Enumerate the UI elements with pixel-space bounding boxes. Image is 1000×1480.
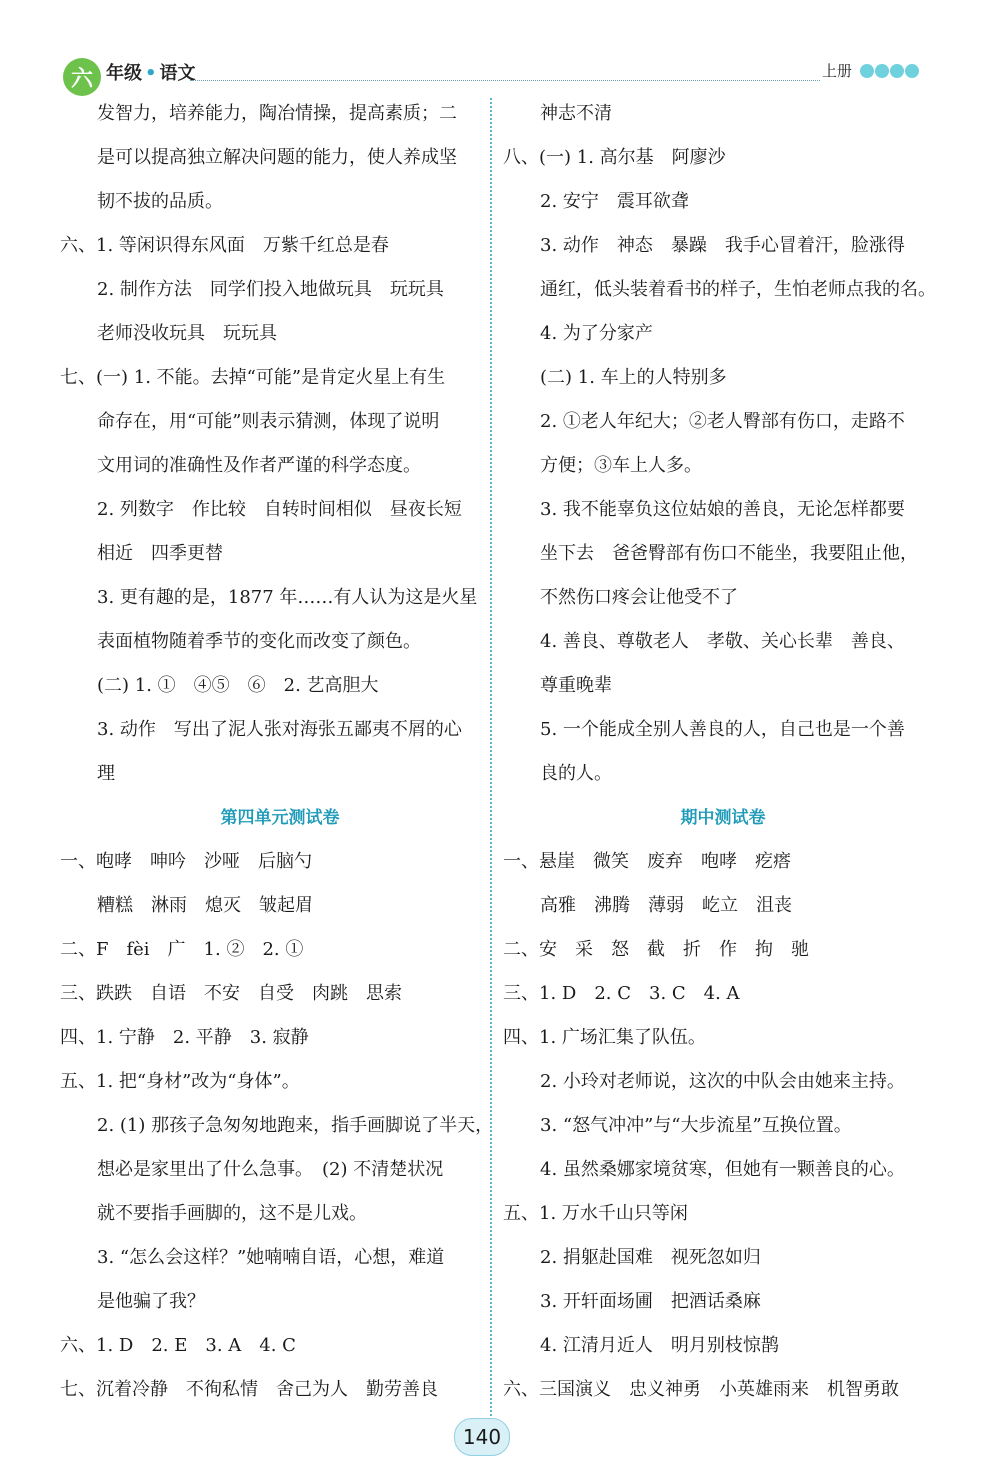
answer-line: 四、1. 宁静 2. 平静 3. 寂静 bbox=[60, 1027, 309, 1048]
answer-line: 发智力，培养能力，陶冶情操，提高素质；二 bbox=[97, 103, 457, 124]
answer-line: 五、1. 把“身材”改为“身体”。 bbox=[60, 1071, 300, 1092]
answer-line: 韧不拔的品质。 bbox=[97, 191, 223, 212]
right-column bbox=[503, 92, 943, 1412]
answer-line: 通红，低头装着看书的样子，生怕老师点我的名。 bbox=[540, 279, 936, 300]
grade-badge: 六 bbox=[63, 58, 101, 96]
answer-line: 七、沉着冷静 不徇私情 舍己为人 勤劳善良 bbox=[60, 1379, 438, 1400]
section-title: 第四单元测试卷 bbox=[220, 808, 340, 828]
answer-line: 四、1. 广场汇集了队伍。 bbox=[503, 1027, 706, 1048]
answer-line: 相近 四季更替 bbox=[97, 543, 223, 564]
answer-line: 2. 小玲对老师说，这次的中队会由她来主持。 bbox=[540, 1071, 905, 1092]
answer-line: 2. (1) 那孩子急匆匆地跑来，指手画脚说了半天， bbox=[97, 1115, 494, 1136]
answer-line: 三、1. D 2. C 3. C 4. A bbox=[503, 983, 740, 1004]
answer-line: 想必是家里出了什么急事。 (2) 不清楚状况 bbox=[97, 1159, 444, 1180]
answer-line: 3. “怎么会这样？”她喃喃自语，心想，难道 bbox=[97, 1247, 445, 1268]
answer-line: 二、安 采 怒 截 折 作 拘 驰 bbox=[503, 939, 809, 960]
answer-line: 3. 动作 写出了泥人张对海张五鄙夷不屑的心 bbox=[97, 719, 462, 740]
volume-label: 上册 bbox=[822, 62, 853, 80]
answer-line: 尊重晚辈 bbox=[540, 675, 612, 696]
answer-line: 三、跌跌 自语 不安 自受 肉跳 思索 bbox=[60, 983, 402, 1004]
answer-line: 4. 为了分家产 bbox=[540, 323, 653, 344]
answer-line: (二) 1. 车上的人特别多 bbox=[540, 367, 727, 388]
answer-line: 2. 安宁 震耳欲聋 bbox=[540, 191, 689, 212]
answer-line: 5. 一个能成全别人善良的人，自己也是一个善 bbox=[540, 719, 905, 740]
answer-line: 六、三国演义 忠义神勇 小英雄雨来 机智勇敢 bbox=[503, 1379, 899, 1400]
answer-line: 糟糕 淋雨 熄灭 皱起眉 bbox=[97, 895, 313, 916]
answer-line: 六、1. D 2. E 3. A 4. C bbox=[60, 1335, 296, 1356]
subject-label: 语文 bbox=[159, 63, 196, 84]
answer-line: 坐下去 爸爸臀部有伤口不能坐，我要阻止他， bbox=[540, 543, 918, 564]
answer-line: 神志不清 bbox=[540, 103, 612, 124]
section-title: 期中测试卷 bbox=[680, 808, 766, 828]
answer-line: 3. 更有趣的是，1877 年……有人认为这是火星 bbox=[97, 587, 478, 608]
answer-line: 六、1. 等闲识得东风面 万紫千红总是春 bbox=[60, 235, 389, 256]
volume-decoration bbox=[860, 64, 920, 78]
grade-label: 年级 bbox=[106, 63, 142, 84]
answer-line: 是他骗了我？ bbox=[97, 1291, 205, 1312]
answer-line: 命存在，用“可能”则表示猜测，体现了说明 bbox=[97, 411, 440, 432]
page-number: 140 bbox=[454, 1418, 510, 1456]
answer-line: 表面植物随着季节的变化而改变了颜色。 bbox=[97, 631, 421, 652]
answer-line: 高雅 沸腾 薄弱 屹立 沮丧 bbox=[540, 895, 792, 916]
separator-dot: • bbox=[145, 63, 157, 84]
answer-line: 3. “怒气冲冲”与“大步流星”互换位置。 bbox=[540, 1115, 852, 1136]
answer-line: 就不要指手画脚的，这不是儿戏。 bbox=[97, 1203, 367, 1224]
answer-line: 老师没收玩具 玩玩具 bbox=[97, 323, 277, 344]
answer-line: 五、1. 万水千山只等闲 bbox=[503, 1203, 688, 1224]
answer-line: 2. 捐躯赴国难 视死忽如归 bbox=[540, 1247, 761, 1268]
decor-dot-icon bbox=[860, 64, 874, 78]
answer-line: 2. 制作方法 同学们投入地做玩具 玩玩具 bbox=[97, 279, 444, 300]
answer-line: 七、(一) 1. 不能。去掉“可能”是肯定火星上有生 bbox=[60, 367, 446, 388]
answer-line: 是可以提高独立解决问题的能力，使人养成坚 bbox=[97, 147, 457, 168]
answer-line: 3. 开轩面场圃 把酒话桑麻 bbox=[540, 1291, 761, 1312]
answer-line: 不然伤口疼会让他受不了 bbox=[540, 587, 738, 608]
answer-line: 4. 善良、尊敬老人 孝敬、关心长辈 善良、 bbox=[540, 631, 905, 652]
answer-line: 4. 江清月近人 明月别枝惊鹊 bbox=[540, 1335, 779, 1356]
answer-line: 良的人。 bbox=[540, 763, 612, 784]
answer-line: 文用词的准确性及作者严谨的科学态度。 bbox=[97, 455, 421, 476]
answer-line: 一、悬崖 微笑 废弃 咆哮 疙瘩 bbox=[503, 851, 791, 872]
header-title bbox=[106, 59, 196, 85]
answer-line: 2. 列数字 作比较 自转时间相似 昼夜长短 bbox=[97, 499, 462, 520]
answer-line: 3. 动作 神态 暴躁 我手心冒着汗，脸涨得 bbox=[540, 235, 905, 256]
decor-dot-icon bbox=[905, 64, 919, 78]
answer-line: 理 bbox=[97, 763, 115, 784]
answer-line: 一、咆哮 呻吟 沙哑 后脑勺 bbox=[60, 851, 312, 872]
header-rule bbox=[190, 80, 820, 81]
answer-line: 二、F fèi 广 1. ② 2. ① bbox=[60, 939, 304, 960]
decor-dot-icon bbox=[890, 64, 904, 78]
answer-line: (二) 1. ① ④⑤ ⑥ 2. 艺高胆大 bbox=[97, 675, 379, 696]
answer-line: 2. ①老人年纪大；②老人臀部有伤口，走路不 bbox=[540, 411, 905, 432]
answer-line: 4. 虽然桑娜家境贫寒，但她有一颗善良的心。 bbox=[540, 1159, 905, 1180]
answer-line: 八、(一) 1. 高尔基 阿廖沙 bbox=[503, 147, 726, 168]
answer-line: 方便；③车上人多。 bbox=[540, 455, 702, 476]
decor-dot-icon bbox=[875, 64, 889, 78]
left-column bbox=[60, 92, 500, 1412]
answer-line: 3. 我不能辜负这位姑娘的善良，无论怎样都要 bbox=[540, 499, 905, 520]
page-header bbox=[0, 0, 1000, 100]
column-divider bbox=[490, 98, 492, 1416]
